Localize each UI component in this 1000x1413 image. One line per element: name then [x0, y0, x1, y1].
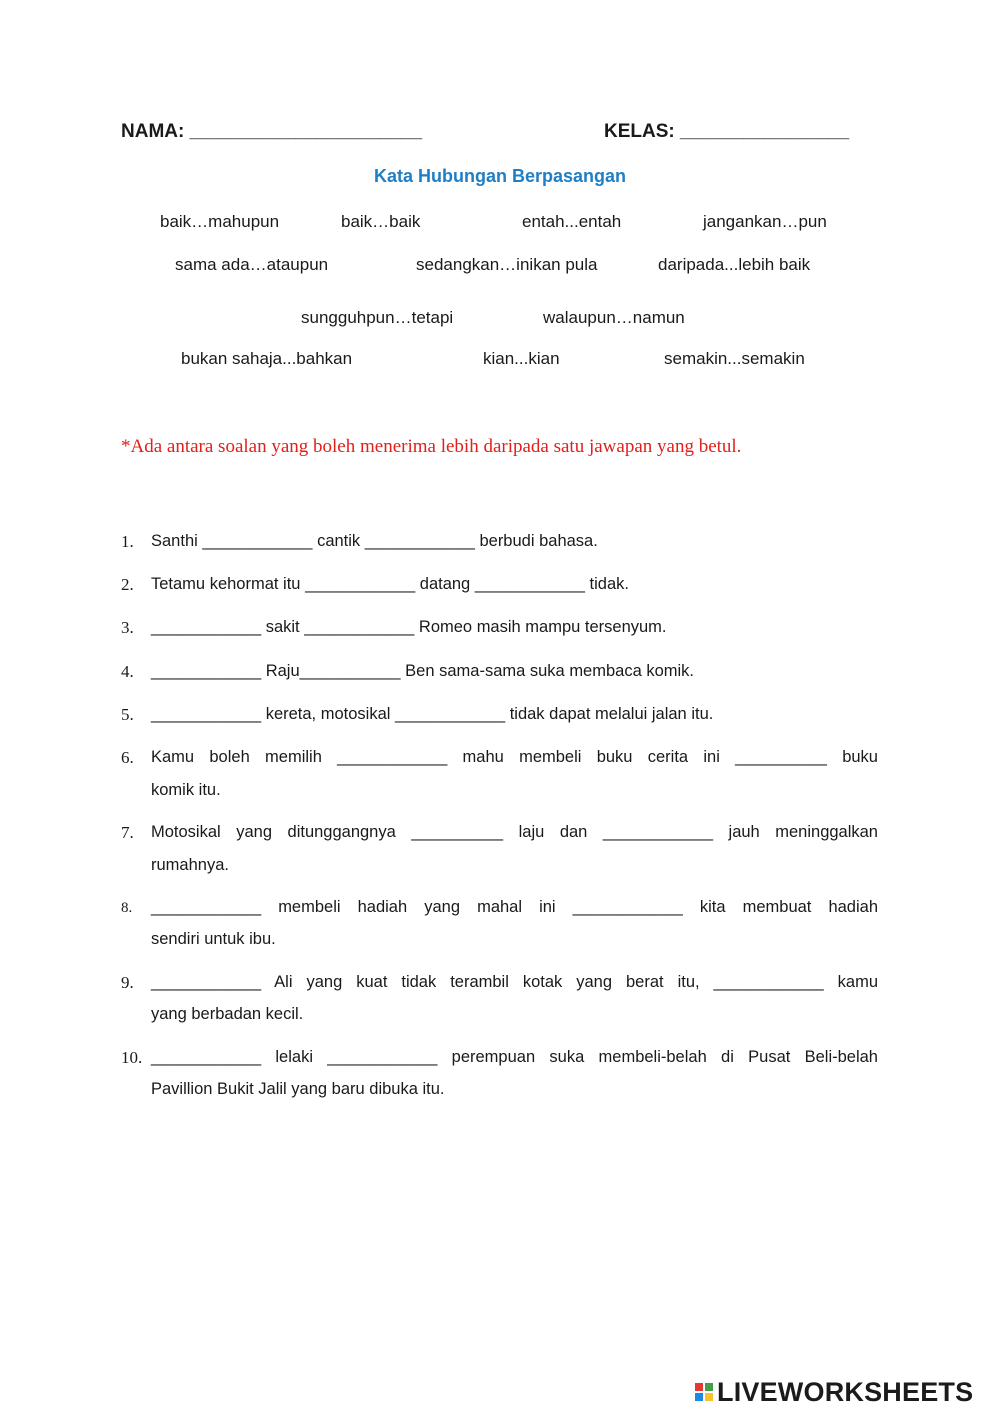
question-text: ____________ kereta, motosikal ____________ tidak dapat melalui jalan itu. — [151, 705, 714, 723]
question-text: Tetamu kehormat itu ____________ datang ____________ tidak. — [151, 575, 629, 593]
instruction-note: *Ada antara soalan yang boleh menerima lebih daripada satu jawapan yang betul. — [121, 436, 742, 457]
word-bank-item: daripada...lebih baik — [658, 255, 811, 274]
word-bank-item: sama ada…ataupun — [175, 255, 329, 274]
liveworksheets-logo[interactable] — [695, 1376, 973, 1408]
question-text: ____________ lelaki ____________ perempuan suka membeli-belah di Pusat Beli-belah — [151, 1048, 878, 1066]
question-number: 3. — [121, 618, 134, 637]
question-number: 10. — [121, 1048, 143, 1067]
question-text-continued: rumahnya. — [151, 856, 229, 874]
question-number: 4. — [121, 662, 134, 681]
question-number: 5. — [121, 705, 134, 724]
question-text: ____________ Ali yang kuat tidak terambil kotak yang berat itu, ____________ kamu — [151, 973, 878, 991]
word-bank-item: sedangkan…inikan pula — [416, 255, 598, 274]
question-text-continued: komik itu. — [151, 781, 221, 799]
word-bank-item: sungguhpun…tetapi — [301, 308, 454, 327]
question-number: 2. — [121, 575, 134, 594]
class-field-label: KELAS: ________________ — [604, 121, 850, 142]
name-field-label: NAMA: ______________________ — [121, 121, 423, 142]
word-bank-item: walaupun…namun — [543, 308, 685, 327]
question-text-continued: yang berbadan kecil. — [151, 1005, 304, 1023]
liveworksheets-logo-icon — [695, 1383, 713, 1401]
question-text: Santhi ____________ cantik ____________ berbudi bahasa. — [151, 532, 598, 550]
word-bank-item: kian...kian — [483, 349, 560, 368]
question-text: ____________ sakit ____________ Romeo masih mampu tersenyum. — [151, 618, 667, 636]
question-text: Motosikal yang ditunggangnya __________ laju dan ____________ jauh meninggalkan — [151, 823, 878, 841]
word-bank-item: entah...entah — [522, 212, 622, 231]
word-bank-item: semakin...semakin — [664, 349, 805, 368]
question-text-continued: sendiri untuk ibu. — [151, 930, 276, 948]
question-number: 9. — [121, 973, 134, 992]
question-number: 6. — [121, 748, 134, 767]
question-text: Kamu boleh memilih ____________ mahu membeli buku cerita ini __________ buku — [151, 748, 878, 766]
word-bank-item: bukan sahaja...bahkan — [181, 349, 353, 368]
question-text-continued: Pavillion Bukit Jalil yang baru dibuka itu. — [151, 1080, 445, 1098]
question-number: 1. — [121, 532, 134, 551]
question-number: 7. — [121, 823, 134, 842]
word-bank-item: jangankan…pun — [703, 212, 827, 231]
liveworksheets-logo-text: LIVEWORKSHEETS — [717, 1376, 974, 1407]
question-number: 8. — [121, 900, 133, 916]
question-text: ____________ Raju___________ Ben sama-sama suka membaca komik. — [151, 662, 695, 680]
word-bank-item: baik…baik — [341, 212, 421, 231]
worksheet-title: Kata Hubungan Berpasangan — [373, 166, 627, 186]
word-bank-item: baik…mahupun — [160, 212, 280, 231]
question-text: ____________ membeli hadiah yang mahal ini ____________ kita membuat hadiah — [151, 898, 878, 916]
